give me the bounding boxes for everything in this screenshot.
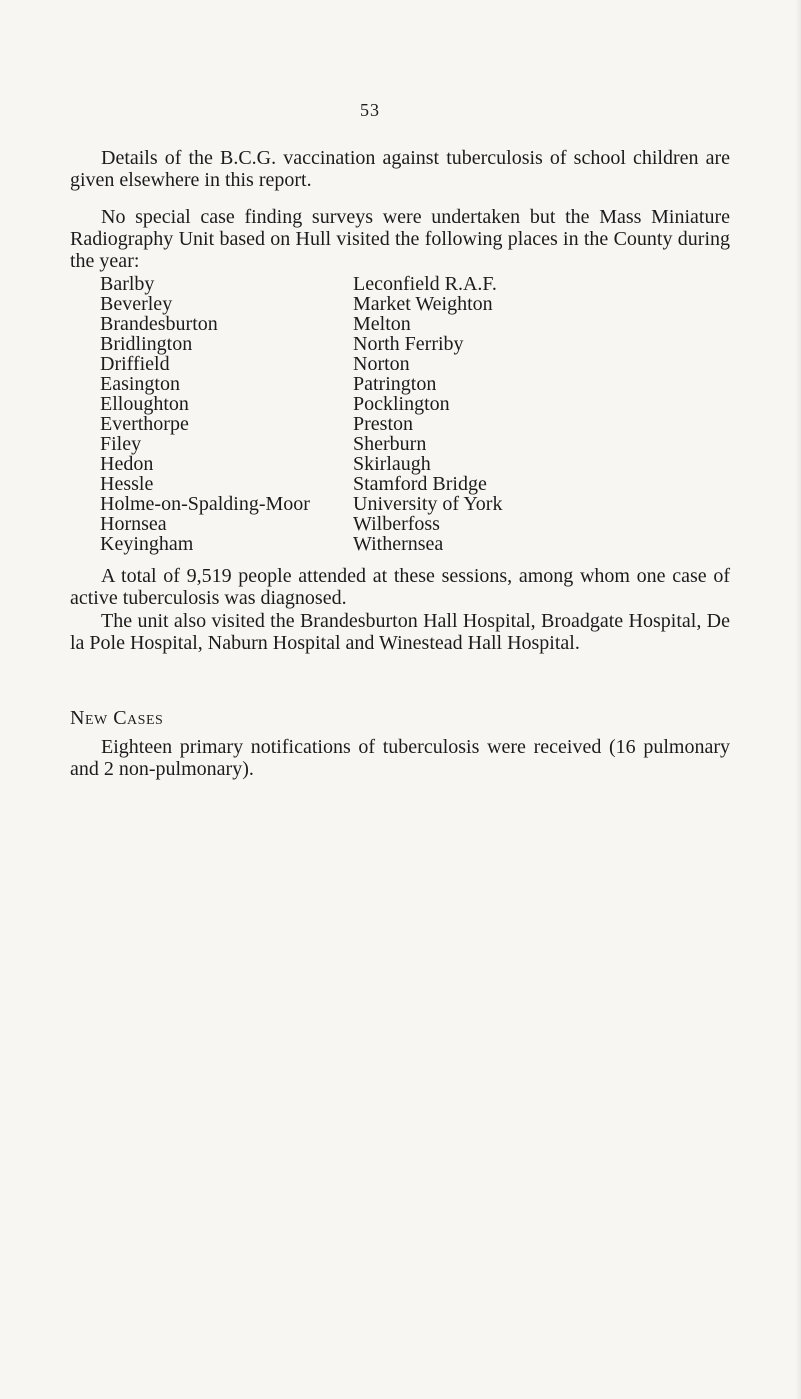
paragraph-attendance-total: A total of 9,519 people attended at these sessions, among whom one case of active tuberculosis was diagnosed. [70, 565, 730, 609]
place-item: Keyingham [100, 533, 194, 555]
place-item: Preston [353, 413, 413, 435]
place-item: Barlby [100, 273, 155, 295]
paragraph-bcg-vaccination: Details of the B.C.G. vaccination against tuberculosis of school children are given elsewhere in this report. [70, 147, 730, 191]
place-item: Patrington [353, 373, 437, 395]
place-item: Everthorpe [100, 413, 189, 435]
place-item: Withernsea [353, 533, 444, 555]
place-item: Melton [353, 313, 411, 335]
place-item: Elloughton [100, 393, 189, 415]
place-item: Easington [100, 373, 180, 395]
place-item: North Ferriby [353, 333, 464, 355]
place-item: Hessle [100, 473, 154, 495]
paragraph-new-cases: Eighteen primary notifications of tuberculosis were received (16 pulmonary and 2 non-pulmonary). [70, 736, 730, 780]
place-item: Driffield [100, 353, 170, 375]
place-item: Filey [100, 433, 142, 455]
paragraph-radiography-surveys: No special case finding surveys were undertaken but the Mass Miniature Radiography Unit based on Hull visited the following places in the County during the year: [70, 206, 730, 272]
place-item: Hornsea [100, 513, 167, 535]
page-number: 53 [360, 100, 380, 120]
place-item: Stamford Bridge [353, 473, 487, 495]
paragraph-hospitals-visited: The unit also visited the Brandesburton Hall Hospital, Broadgate Hospital, De la Pole Hospital, Naburn Hospital and Winestead Hall Hospital. [70, 610, 730, 654]
page-edge-shadow [795, 0, 801, 1399]
place-item: Hedon [100, 453, 154, 475]
place-item: University of York [353, 493, 503, 515]
place-item: Norton [353, 353, 410, 375]
place-item: Pocklington [353, 393, 450, 415]
place-item: Leconfield R.A.F. [353, 273, 497, 295]
place-item: Market Weighton [353, 293, 493, 315]
place-item: Wilberfoss [353, 513, 440, 535]
section-heading-new-cases: New Cases [70, 707, 164, 729]
places-column-left [100, 274, 310, 554]
place-item: Holme-on-Spalding-Moor [100, 493, 310, 515]
place-item: Skirlaugh [353, 453, 431, 475]
places-column-right [353, 274, 502, 554]
place-item: Beverley [100, 293, 173, 315]
place-item: Bridlington [100, 333, 193, 355]
place-item: Brandesburton [100, 313, 218, 335]
place-item: Sherburn [353, 433, 427, 455]
